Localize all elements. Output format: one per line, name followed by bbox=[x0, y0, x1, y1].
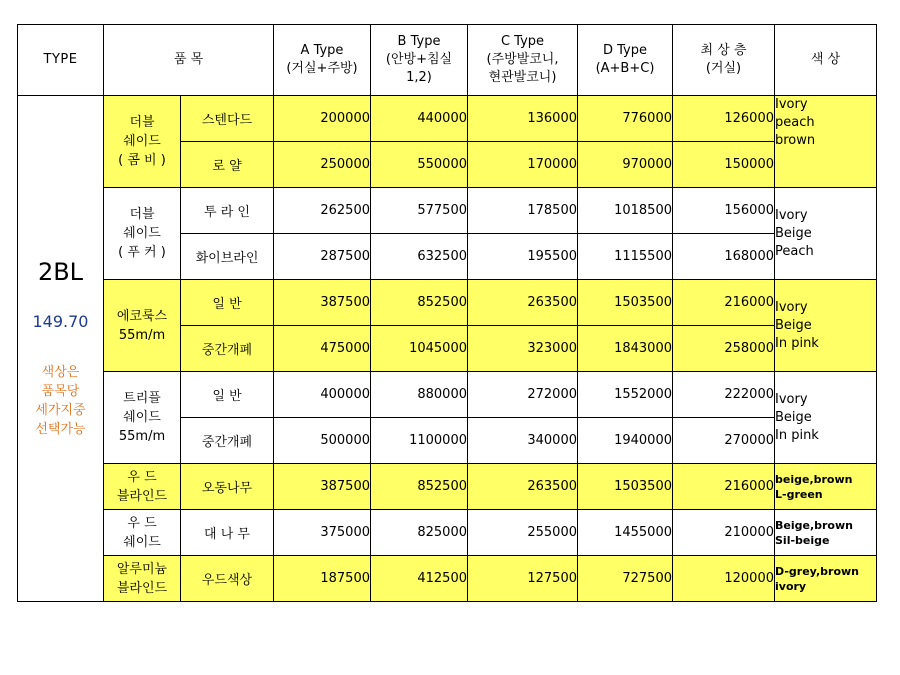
top-floor-cell: 258000 bbox=[673, 326, 775, 372]
b-type-cell: 852500 bbox=[371, 464, 468, 510]
c-type-cell: 263500 bbox=[468, 280, 578, 326]
category-cell: 우 드 쉐이드 bbox=[104, 510, 181, 556]
category-cell: 알루미늄 블라인드 bbox=[104, 556, 181, 602]
sub-item-cell: 오동나무 bbox=[181, 464, 274, 510]
table-row bbox=[18, 556, 877, 602]
top-floor-cell: 222000 bbox=[673, 372, 775, 418]
b-type-cell: 440000 bbox=[371, 96, 468, 142]
a-type-cell: 475000 bbox=[274, 326, 371, 372]
table-row bbox=[18, 188, 877, 234]
sub-item-cell: 일 반 bbox=[181, 280, 274, 326]
a-type-cell: 400000 bbox=[274, 372, 371, 418]
category-cell: 우 드 블라인드 bbox=[104, 464, 181, 510]
c-type-cell: 195500 bbox=[468, 234, 578, 280]
top-floor-cell: 270000 bbox=[673, 418, 775, 464]
sub-item-cell: 일 반 bbox=[181, 372, 274, 418]
a-type-cell: 250000 bbox=[274, 142, 371, 188]
top-floor-cell: 216000 bbox=[673, 464, 775, 510]
header-color: 색 상 bbox=[775, 25, 877, 96]
sub-item-cell: 투 라 인 bbox=[181, 188, 274, 234]
color-cell: Ivory Beige In pink bbox=[775, 372, 877, 464]
top-floor-cell: 150000 bbox=[673, 142, 775, 188]
table-row bbox=[18, 510, 877, 556]
a-type-cell: 262500 bbox=[274, 188, 371, 234]
header-type: TYPE bbox=[18, 25, 104, 96]
b-type-cell: 1045000 bbox=[371, 326, 468, 372]
header-top-floor: 최 상 층 (거실) bbox=[673, 25, 775, 96]
b-type-cell: 632500 bbox=[371, 234, 468, 280]
b-type-cell: 880000 bbox=[371, 372, 468, 418]
header-c-type: C Type (주방발코니, 현관발코니) bbox=[468, 25, 578, 96]
sub-item-cell: 중간개폐 bbox=[181, 418, 274, 464]
category-cell: 트리플 쉐이드 55m/m bbox=[104, 372, 181, 464]
top-floor-cell: 216000 bbox=[673, 280, 775, 326]
b-type-cell: 1100000 bbox=[371, 418, 468, 464]
b-type-cell: 412500 bbox=[371, 556, 468, 602]
side-info bbox=[18, 96, 104, 602]
d-type-cell: 727500 bbox=[578, 556, 673, 602]
d-type-cell: 1843000 bbox=[578, 326, 673, 372]
c-type-cell: 323000 bbox=[468, 326, 578, 372]
a-type-cell: 387500 bbox=[274, 280, 371, 326]
side-note: 색상은 품목당 세가지중 선택가능 bbox=[35, 365, 86, 437]
sub-item-cell: 스텐다드 bbox=[181, 96, 274, 142]
category-cell: 더블 쉐이드 ( 푸 커 ) bbox=[104, 188, 181, 280]
d-type-cell: 1552000 bbox=[578, 372, 673, 418]
top-floor-cell: 126000 bbox=[673, 96, 775, 142]
c-type-cell: 263500 bbox=[468, 464, 578, 510]
header-d-type: D Type (A+B+C) bbox=[578, 25, 673, 96]
b-type-cell: 852500 bbox=[371, 280, 468, 326]
d-type-cell: 776000 bbox=[578, 96, 673, 142]
table-row bbox=[18, 96, 877, 142]
a-type-cell: 287500 bbox=[274, 234, 371, 280]
top-floor-cell: 210000 bbox=[673, 510, 775, 556]
sub-item-cell: 대 나 무 bbox=[181, 510, 274, 556]
color-cell: D-grey,brown ivory bbox=[775, 556, 877, 602]
top-floor-cell: 120000 bbox=[673, 556, 775, 602]
sub-item-cell: 로 얄 bbox=[181, 142, 274, 188]
d-type-cell: 1115500 bbox=[578, 234, 673, 280]
b-type-cell: 825000 bbox=[371, 510, 468, 556]
c-type-cell: 178500 bbox=[468, 188, 578, 234]
color-cell: Ivory Beige Peach bbox=[775, 188, 877, 280]
header-a-type: A Type (거실+주방) bbox=[274, 25, 371, 96]
color-cell: Ivory Beige In pink bbox=[775, 280, 877, 372]
d-type-cell: 1940000 bbox=[578, 418, 673, 464]
c-type-cell: 272000 bbox=[468, 372, 578, 418]
a-type-cell: 375000 bbox=[274, 510, 371, 556]
category-cell: 더블 쉐이드 ( 콤 비 ) bbox=[104, 96, 181, 188]
top-floor-cell: 168000 bbox=[673, 234, 775, 280]
a-type-cell: 387500 bbox=[274, 464, 371, 510]
table-row bbox=[18, 464, 877, 510]
d-type-cell: 1018500 bbox=[578, 188, 673, 234]
c-type-cell: 127500 bbox=[468, 556, 578, 602]
d-type-cell: 1503500 bbox=[578, 280, 673, 326]
category-cell: 에코룩스 55m/m bbox=[104, 280, 181, 372]
sub-item-cell: 중간개폐 bbox=[181, 326, 274, 372]
color-cell: Ivory peach brown bbox=[775, 96, 877, 188]
c-type-cell: 170000 bbox=[468, 142, 578, 188]
d-type-cell: 970000 bbox=[578, 142, 673, 188]
price-table bbox=[17, 24, 877, 602]
a-type-cell: 500000 bbox=[274, 418, 371, 464]
c-type-cell: 340000 bbox=[468, 418, 578, 464]
table-row bbox=[18, 372, 877, 418]
side-type: 2BL bbox=[37, 258, 84, 286]
header-item: 품 목 bbox=[104, 25, 274, 96]
sub-item-cell: 우드색상 bbox=[181, 556, 274, 602]
table-row bbox=[18, 280, 877, 326]
c-type-cell: 136000 bbox=[468, 96, 578, 142]
side-area: 149.70 bbox=[32, 312, 89, 331]
a-type-cell: 200000 bbox=[274, 96, 371, 142]
b-type-cell: 550000 bbox=[371, 142, 468, 188]
color-cell: beige,brown L-green bbox=[775, 464, 877, 510]
header-b-type: B Type (안방+침실 1,2) bbox=[371, 25, 468, 96]
sub-item-cell: 화이브라인 bbox=[181, 234, 274, 280]
top-floor-cell: 156000 bbox=[673, 188, 775, 234]
b-type-cell: 577500 bbox=[371, 188, 468, 234]
color-cell: Beige,brown Sil-beige bbox=[775, 510, 877, 556]
a-type-cell: 187500 bbox=[274, 556, 371, 602]
d-type-cell: 1503500 bbox=[578, 464, 673, 510]
header-row bbox=[18, 25, 877, 96]
d-type-cell: 1455000 bbox=[578, 510, 673, 556]
c-type-cell: 255000 bbox=[468, 510, 578, 556]
